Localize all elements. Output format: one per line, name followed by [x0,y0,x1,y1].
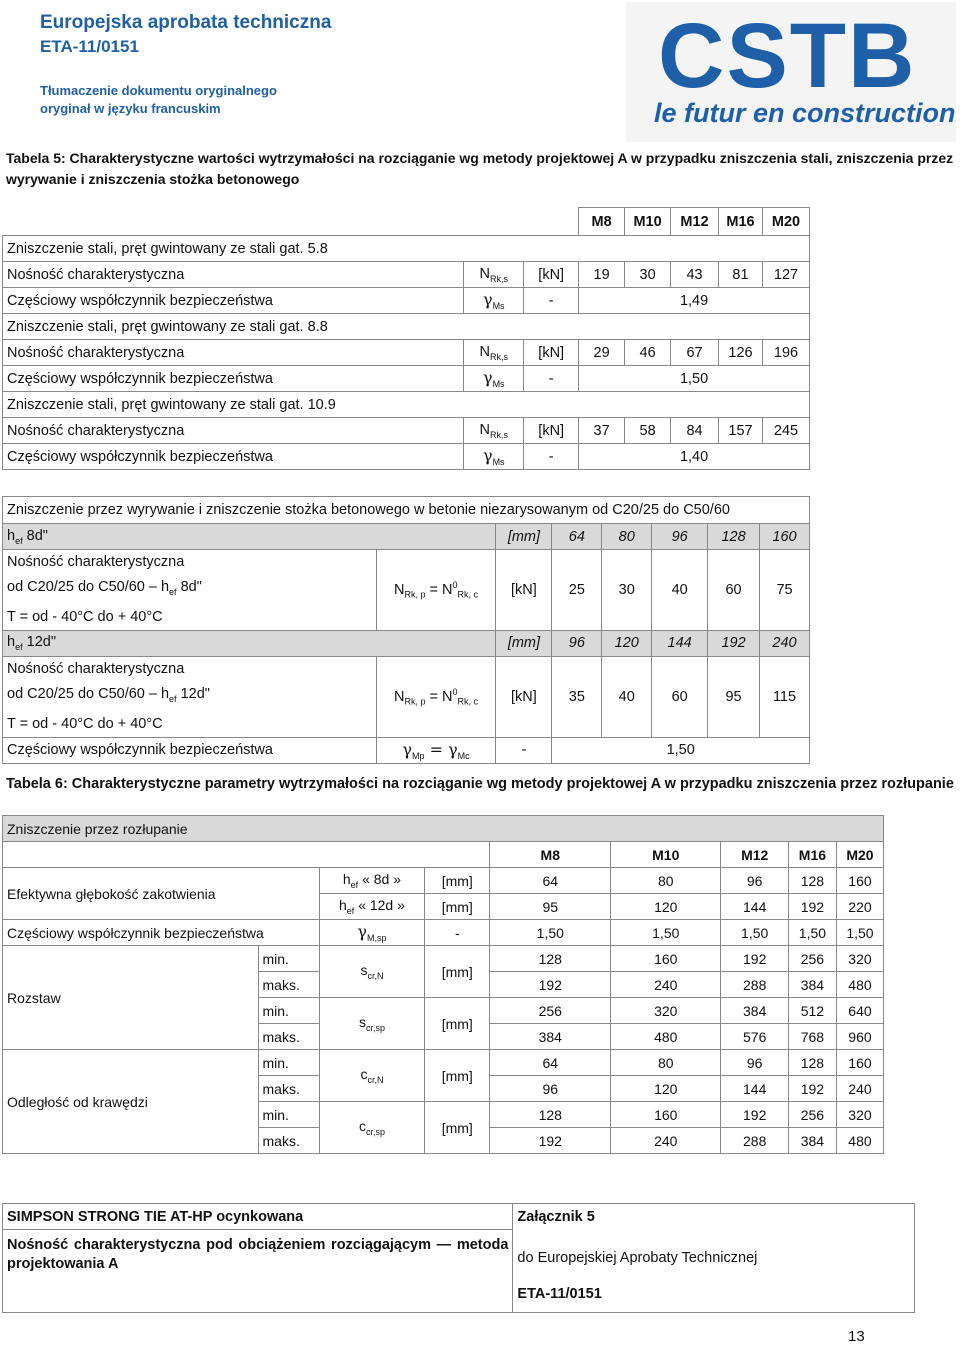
value: 768 [788,1024,836,1050]
value: 120 [611,1076,721,1102]
row-label: Częściowy współczynnik bezpieczeństwa [3,288,464,314]
hef-12d-label: $h_{ef}$ 12d" [3,630,496,656]
value: 512 [788,998,836,1024]
value: 256 [788,946,836,972]
row-label-8d: Nośność charakterystyczna od C20/25 do $C50/60 - h_{ef}$ 8d" T = od - 40°C do + 40°C [3,550,377,631]
value: 157 [719,418,763,444]
table5-caption-line2: wyrywanie i zniszczenia stożka betonowego [6,171,300,187]
value: 160 [611,1102,721,1128]
value: 115 [760,656,810,737]
value: 128 [490,946,611,972]
spacing-label: Rozstaw [3,946,259,1050]
value: 192 [788,894,836,920]
unit: [mm] [425,1050,490,1102]
symbol-s-crsp: $s_{cr,sp}$ [319,998,424,1050]
hef-8d-label: $h_{ef}$ 8d" [3,524,496,550]
min-label: min. [258,998,319,1024]
size-header: M8 [579,208,625,236]
value: 30 [602,550,652,631]
max-label: maks. [258,1024,319,1050]
table5-caption-line1: Tabela 5: Charakterystyczne wartości wytrzymałości na rozciąganie wg metody projektowej A w przypadku zniszczenia stali, zniszczenia przez [6,150,954,166]
logo-tagline: le futur en construction [654,98,956,128]
min-label: min. [258,1050,319,1076]
value: 96 [490,1076,611,1102]
size-header: M20 [836,842,883,868]
value: 75 [760,550,810,631]
row-label: Częściowy współczynnik bezpieczeństwa [3,366,464,392]
value: 160 [836,1050,883,1076]
value: 127 [762,262,809,288]
value: 160 [760,524,810,550]
symbol-nrks: $N_{Rk,s}$ [464,340,524,366]
symbol-gamma-ms: $\gamma_{Ms}$ [464,444,524,470]
value: 1,50 [490,920,611,946]
annex-reference [513,1230,915,1313]
value: 144 [721,1076,788,1102]
value: 960 [836,1024,883,1050]
value: 480 [836,1128,883,1154]
value: 192 [708,630,760,656]
symbol-nrks: $N_{Rk,s}$ [464,262,524,288]
value: 256 [490,998,611,1024]
value: 58 [625,418,671,444]
value: 128 [490,1102,611,1128]
value: 30 [625,262,671,288]
value: 95 [490,894,611,920]
annex-eta: ETA-11/0151 [517,1285,602,1302]
unit: - [524,288,579,314]
unit: [kN] [524,418,579,444]
max-label: maks. [258,1128,319,1154]
footer-box [2,1203,915,1313]
symbol-nrkp: $N_{Rk, p} = N^0_{Rk, c}$ [376,656,496,737]
table6-title: Zniszczenie przez rozłupanie [3,816,884,842]
value: 95 [708,656,760,737]
max-label: maks. [258,1076,319,1102]
table5-pullout-failure [2,496,810,764]
size-header: M8 [490,842,611,868]
symbol-gamma-ms: $\gamma_{Ms}$ [464,288,524,314]
original-note: oryginał w języku francuskim [40,101,221,116]
value: 288 [721,1128,788,1154]
value: 40 [602,656,652,737]
value: 192 [490,972,611,998]
value: 144 [652,630,708,656]
unit: [kN] [496,550,552,631]
value: 240 [836,1076,883,1102]
unit: [kN] [524,262,579,288]
pullout-title: Zniszczenie przez wyrywanie i zniszczenie stożka betonowego w betonie niezarysowanym od C20/25 do C50/60 [3,497,810,524]
value: 1,50 [788,920,836,946]
value: 1,50 [836,920,883,946]
symbol-c-crn: $c_{cr,N}$ [319,1050,424,1102]
row-label: Nośność charakterystyczna [3,340,464,366]
unit: [mm] [496,524,552,550]
value: 29 [579,340,625,366]
group-title: Zniszczenie stali, pręt gwintowany ze stali gat. 8.8 [3,314,810,340]
unit: - [496,737,552,763]
value: 1,40 [579,444,810,470]
size-header: M10 [625,208,671,236]
value: 160 [836,868,883,894]
translation-note: Tłumaczenie dokumentu oryginalnego [40,83,277,98]
value: 60 [652,656,708,737]
size-header: M20 [762,208,809,236]
value: 220 [836,894,883,920]
value: 384 [721,998,788,1024]
row-label: Nośność charakterystyczna [3,418,464,444]
symbol-gamma-msp: $\gamma_{M,sp}$ [319,920,424,946]
value: 96 [721,1050,788,1076]
depth-label: Efektywna głębokość zakotwienia [3,868,320,920]
unit: [mm] [425,946,490,998]
value: 96 [652,524,708,550]
annex-reference-text: do Europejskiej Aprobaty Technicznej [517,1249,758,1266]
min-label: min. [258,1102,319,1128]
value: 480 [611,1024,721,1050]
symbol-c-crsp: $c_{cr,sp}$ [319,1102,424,1154]
symbol-nrkp: $N_{Rk, p} = N^0_{Rk, c}$ [376,550,496,631]
row-label: Częściowy współczynnik bezpieczeństwa [3,444,464,470]
annex-description: Nośność charakterystyczna pod obciążeniem rozciągającym — metoda projektowania A [3,1230,513,1313]
value: 46 [625,340,671,366]
size-header: M16 [788,842,836,868]
value: 384 [788,972,836,998]
unit: [mm] [425,1102,490,1154]
table5-steel-failure [2,207,810,470]
symbol-nrks: $N_{Rk,s}$ [464,418,524,444]
product-name: SIMPSON STRONG TIE AT-HP ocynkowana [3,1204,513,1230]
page-number: 13 [848,1328,865,1345]
symbol-gamma-mp: $\gamma_{Mp} = \gamma_{Mc}$ [376,737,496,763]
value: 196 [762,340,809,366]
value: 240 [611,1128,721,1154]
value: 25 [552,550,602,631]
value: 37 [579,418,625,444]
value: 40 [652,550,708,631]
unit: - [524,366,579,392]
value: 84 [671,418,719,444]
value: 480 [836,972,883,998]
value: 35 [552,656,602,737]
unit: [kN] [496,656,552,737]
value: 384 [490,1024,611,1050]
value: 19 [579,262,625,288]
group-title: Zniszczenie stali, pręt gwintowany ze stali gat. 5.8 [3,236,810,262]
value: 240 [760,630,810,656]
value: 60 [708,550,760,631]
value: 1,50 [579,366,810,392]
value: 128 [708,524,760,550]
value: 96 [721,868,788,894]
value: 96 [552,630,602,656]
size-header: M12 [721,842,788,868]
document-title: Europejska aprobata techniczna [40,12,332,33]
value: 80 [611,1050,721,1076]
unit: [mm] [496,630,552,656]
value: 192 [721,946,788,972]
value: 126 [719,340,763,366]
size-header: M10 [611,842,721,868]
value: 144 [721,894,788,920]
value: 288 [721,972,788,998]
unit: - [524,444,579,470]
unit: - [425,920,490,946]
cstb-logo [626,2,956,142]
row-label: Nośność charakterystyczna [3,262,464,288]
value: 640 [836,998,883,1024]
value: 43 [671,262,719,288]
value: 81 [719,262,763,288]
value: 240 [611,972,721,998]
row-label: Częściowy współczynnik bezpieczeństwa [3,920,320,946]
value: 160 [611,946,721,972]
annex-label: Załącznik 5 [513,1204,915,1230]
row-label: Częściowy współczynnik bezpieczeństwa [3,737,377,763]
value: 128 [788,868,836,894]
unit: [mm] [425,868,490,894]
hef-12d: $h_{ef}$ « 12d » [319,894,424,920]
unit: [mm] [425,998,490,1050]
row-label-12d: Nośność charakterystyczna od C20/25 do $C50/60 - h_{ef}$ 12d" T = od - 40°C do + 40°C [3,656,377,737]
value: 1,50 [552,737,810,763]
value: 1,49 [579,288,810,314]
value: 576 [721,1024,788,1050]
size-header: M16 [719,208,763,236]
value: 192 [721,1102,788,1128]
value: 245 [762,418,809,444]
edge-distance-label: Odległość od krawędzi [3,1050,259,1154]
value: 128 [788,1050,836,1076]
value: 80 [602,524,652,550]
eta-number: ETA-11/0151 [40,37,139,56]
value: 64 [490,868,611,894]
value: 256 [788,1102,836,1128]
value: 120 [611,894,721,920]
size-header: M12 [671,208,719,236]
hef-8d: $h_{ef}$ « 8d » [319,868,424,894]
value: 384 [788,1128,836,1154]
table6-caption: Tabela 6: Charakterystyczne parametry wytrzymałości na rozciąganie wg metody projektowej A w przypadku zniszczenia przez rozłupanie [6,776,954,792]
logo-wordmark: CSTB [658,5,917,107]
value: 320 [836,946,883,972]
value: 320 [836,1102,883,1128]
group-title: Zniszczenie stali, pręt gwintowany ze stali gat. 10.9 [3,392,810,418]
value: 1,50 [611,920,721,946]
value: 120 [602,630,652,656]
min-label: min. [258,946,319,972]
table6-splitting [2,815,884,1154]
value: 67 [671,340,719,366]
symbol-s-crn: $s_{cr,N}$ [319,946,424,998]
value: 192 [490,1128,611,1154]
value: 320 [611,998,721,1024]
value: 192 [788,1076,836,1102]
max-label: maks. [258,972,319,998]
unit: [kN] [524,340,579,366]
unit: [mm] [425,894,490,920]
value: 64 [552,524,602,550]
symbol-gamma-ms: $\gamma_{Ms}$ [464,366,524,392]
value: 1,50 [721,920,788,946]
value: 80 [611,868,721,894]
value: 64 [490,1050,611,1076]
